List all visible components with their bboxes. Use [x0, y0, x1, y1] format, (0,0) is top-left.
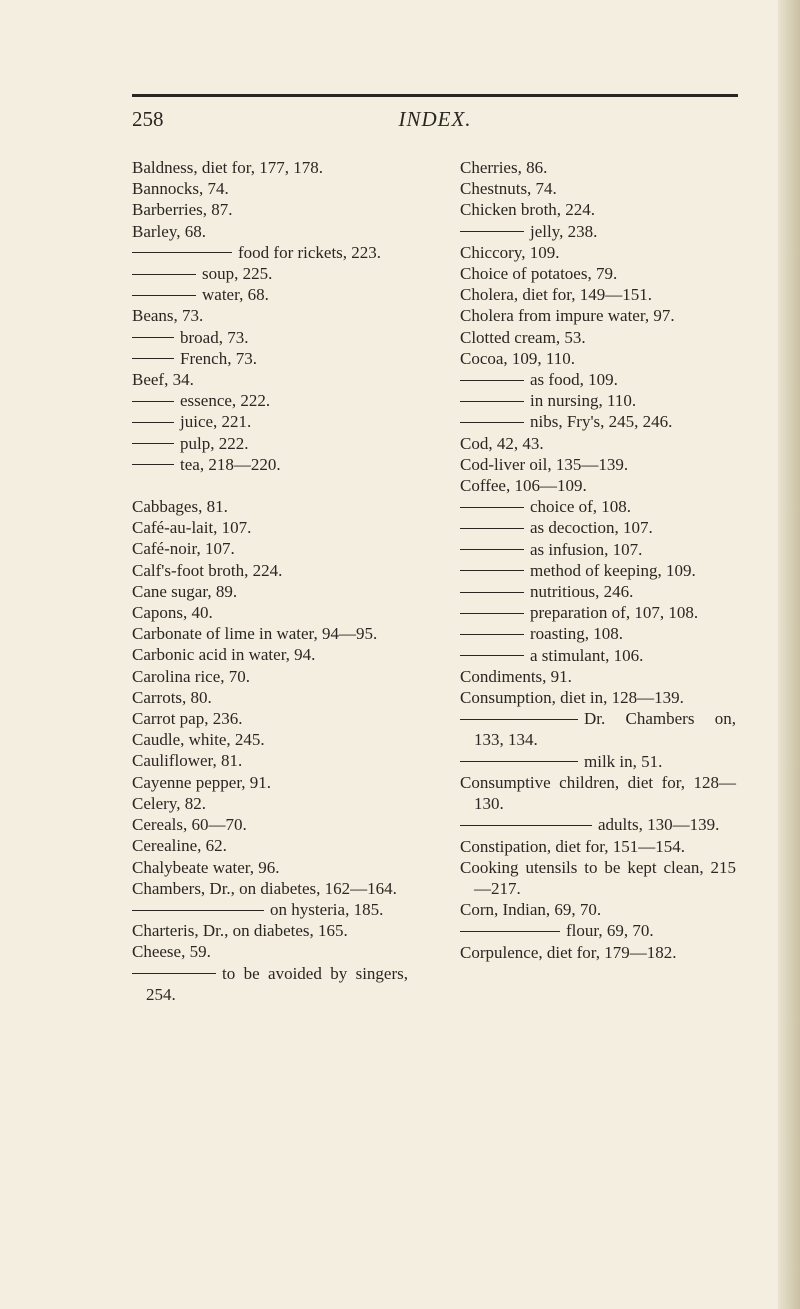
entry-text: Barberries, 87.: [132, 200, 233, 220]
index-subentry: [132, 327, 408, 348]
index-entry: [132, 941, 408, 962]
ditto-dash: [132, 443, 174, 444]
entry-text: nutritious, 246.: [530, 582, 634, 602]
entry-text: Calf's-foot broth, 224.: [132, 560, 283, 580]
entry-text: food for rickets, 223.: [238, 242, 382, 262]
index-entry: [132, 857, 408, 878]
index-subentry: [132, 390, 408, 411]
index-entry: [132, 835, 408, 856]
index-subentry: [460, 221, 736, 242]
entry-text: Chestnuts, 74.: [460, 179, 557, 199]
index-entry: [132, 560, 408, 581]
entry-text: preparation of, 107, 108.: [530, 603, 699, 623]
ditto-dash: [460, 592, 524, 593]
section-gap: [132, 475, 408, 496]
index-column-right: [460, 157, 736, 963]
index-subentry: [132, 433, 408, 454]
header-rule: [132, 94, 738, 97]
index-entry: [460, 327, 736, 348]
entry-text: nibs, Fry's, 245, 246.: [530, 412, 673, 432]
entry-text: Capons, 40.: [132, 603, 213, 623]
index-entry: [460, 857, 736, 899]
entry-text: juice, 221.: [180, 412, 252, 432]
entry-text: broad, 73.: [180, 327, 249, 347]
index-entry: [460, 242, 736, 263]
index-entry: [132, 708, 408, 729]
entry-text: Charteris, Dr., on diabetes, 165.: [132, 921, 348, 941]
index-subentry: [460, 539, 736, 560]
entry-text: Dr. Chambers on, 133, 134.: [474, 709, 736, 750]
index-entry: [460, 475, 736, 496]
ditto-dash: [132, 295, 196, 296]
entry-text: Clotted cream, 53.: [460, 327, 586, 347]
entry-text: Chambers, Dr., on diabetes, 162—164.: [132, 878, 397, 898]
index-subentry: [460, 581, 736, 602]
entry-text: Cooking utensils to be kept clean, 215—217.: [460, 857, 736, 898]
index-entry: [132, 623, 408, 644]
ditto-dash: [460, 507, 524, 508]
entry-text: tea, 218—220.: [180, 454, 281, 474]
page-number: 258: [132, 107, 164, 131]
ditto-dash: [460, 761, 578, 762]
index-entry: [132, 199, 408, 220]
index-entry: [460, 284, 736, 305]
index-subentry: [460, 496, 736, 517]
ditto-dash: [460, 422, 524, 423]
entry-text: Beef, 34.: [132, 370, 194, 390]
ditto-dash: [460, 634, 524, 635]
index-subentry: [460, 708, 736, 750]
entry-text: Cereals, 60—70.: [132, 815, 247, 835]
index-subentry: [460, 411, 736, 432]
entry-text: Cheese, 59.: [132, 942, 211, 962]
index-entry: [132, 305, 408, 326]
entry-text: Cod, 42, 43.: [460, 433, 544, 453]
index-subentry: [132, 348, 408, 369]
entry-text: adults, 130—139.: [598, 815, 720, 835]
ditto-dash: [132, 464, 174, 465]
ditto-dash: [132, 358, 174, 359]
index-subentry: [132, 242, 408, 263]
ditto-dash: [460, 231, 524, 232]
index-subentry: [460, 390, 736, 411]
index-entry: [132, 666, 408, 687]
index-entry: [132, 729, 408, 750]
ditto-dash: [460, 825, 592, 826]
ditto-dash: [132, 252, 232, 253]
entry-text: Consumption, diet in, 128—139.: [460, 688, 684, 708]
index-subentry: [460, 751, 736, 772]
index-entry: [460, 433, 736, 454]
ditto-dash: [460, 613, 524, 614]
entry-text: as food, 109.: [530, 370, 618, 390]
page-edge: [778, 0, 800, 1309]
entry-text: method of keeping, 109.: [530, 560, 696, 580]
entry-text: choice of, 108.: [530, 497, 632, 517]
ditto-dash: [460, 549, 524, 550]
index-entry: [132, 793, 408, 814]
index-entry: [132, 517, 408, 538]
entry-text: Cholera from impure water, 97.: [460, 306, 675, 326]
index-subentry: [132, 411, 408, 432]
entry-text: Choice of potatoes, 79.: [460, 264, 618, 284]
entry-text: as decoction, 107.: [530, 518, 653, 538]
ditto-dash: [460, 719, 578, 720]
ditto-dash: [460, 528, 524, 529]
ditto-dash: [460, 570, 524, 571]
entry-text: Chicken broth, 224.: [460, 200, 596, 220]
index-subentry: [132, 963, 408, 1005]
ditto-dash: [460, 931, 560, 932]
entry-text: French, 73.: [180, 348, 257, 368]
index-subentry: [460, 623, 736, 644]
entry-text: in nursing, 110.: [530, 391, 637, 411]
index-entry: [132, 369, 408, 390]
index-entry: [132, 221, 408, 242]
index-entry: [460, 348, 736, 369]
index-subentry: [460, 517, 736, 538]
index-subentry: [132, 454, 408, 475]
index-subentry: [460, 560, 736, 581]
entry-text: Café-au-lait, 107.: [132, 518, 252, 538]
entry-text: Carolina rice, 70.: [132, 666, 251, 686]
index-entry: [460, 772, 736, 814]
entry-text: Cerealine, 62.: [132, 836, 227, 856]
index-entry: [460, 687, 736, 708]
index-entry: [460, 942, 736, 963]
index-entry: [460, 157, 736, 178]
entry-text: jelly, 238.: [530, 221, 598, 241]
ditto-dash: [460, 401, 524, 402]
index-subentry: [460, 369, 736, 390]
index-entry: [460, 454, 736, 475]
entry-text: Cocoa, 109, 110.: [460, 348, 576, 368]
entry-text: Cabbages, 81.: [132, 497, 228, 517]
entry-text: Cherries, 86.: [460, 158, 548, 177]
entry-text: Cayenne pepper, 91.: [132, 772, 272, 792]
index-entry: [132, 772, 408, 793]
index-entry: [460, 199, 736, 220]
entry-text: pulp, 222.: [180, 433, 249, 453]
entry-text: Carbonate of lime in water, 94—95.: [132, 624, 378, 644]
entry-text: flour, 69, 70.: [566, 921, 654, 941]
index-subentry: [132, 263, 408, 284]
index-subentry: [460, 920, 736, 941]
entry-text: Carrot pap, 236.: [132, 709, 243, 729]
entry-text: on hysteria, 185.: [270, 899, 384, 919]
entry-text: Consumptive children, diet for, 128—130.: [460, 772, 736, 814]
entry-text: to be avoided by singers, 254.: [146, 963, 408, 1004]
index-entry: [132, 878, 408, 899]
entry-text: Cauliflower, 81.: [132, 751, 243, 771]
entry-text: Corn, Indian, 69, 70.: [460, 900, 602, 920]
entry-text: Corpulence, diet for, 179—182.: [460, 942, 677, 962]
index-subentry: [132, 284, 408, 305]
entry-text: a stimulant, 106.: [530, 645, 644, 665]
ditto-dash: [132, 337, 174, 338]
index-entry: [132, 538, 408, 559]
index-subentry: [132, 899, 408, 920]
entry-text: roasting, 108.: [530, 624, 624, 644]
entry-text: Carrots, 80.: [132, 687, 212, 707]
index-entry: [460, 666, 736, 687]
entry-text: Café-noir, 107.: [132, 539, 235, 559]
index-entry: [132, 920, 408, 941]
index-entry: [132, 581, 408, 602]
ditto-dash: [132, 401, 174, 402]
index-entry: [132, 157, 408, 178]
entry-text: Celery, 82.: [132, 793, 206, 813]
ditto-dash: [132, 422, 174, 423]
index-entry: [132, 602, 408, 623]
index-subentry: [460, 645, 736, 666]
ditto-dash: [460, 380, 524, 381]
entry-text: Baldness, diet for, 177, 178.: [132, 158, 324, 177]
index-entry: [132, 687, 408, 708]
running-title: INDEX.: [398, 107, 472, 131]
index-subentry: [460, 602, 736, 623]
index-entry: [132, 814, 408, 835]
ditto-dash: [132, 274, 196, 275]
entry-text: Constipation, diet for, 151—154.: [460, 836, 686, 856]
index-entry: [132, 750, 408, 771]
entry-text: Cod-liver oil, 135—139.: [460, 454, 629, 474]
index-column-left: [132, 157, 408, 1005]
entry-text: Chalybeate water, 96.: [132, 857, 280, 877]
index-entry: [460, 899, 736, 920]
page-header: [132, 107, 738, 141]
entry-text: Caudle, white, 245.: [132, 730, 265, 750]
entry-text: Coffee, 106—109.: [460, 476, 587, 496]
entry-text: Chiccory, 109.: [460, 242, 560, 262]
index-entry: [460, 263, 736, 284]
index-entry: [132, 644, 408, 665]
ditto-dash: [132, 910, 264, 911]
entry-text: Beans, 73.: [132, 306, 204, 326]
entry-text: soup, 225.: [202, 264, 273, 284]
entry-text: Condiments, 91.: [460, 666, 572, 686]
index-entry: [460, 305, 736, 326]
entry-text: Bannocks, 74.: [132, 179, 229, 199]
entry-text: water, 68.: [202, 285, 269, 305]
entry-text: Cane sugar, 89.: [132, 581, 238, 601]
index-entry: [132, 178, 408, 199]
entry-text: Cholera, diet for, 149—151.: [460, 285, 652, 305]
entry-text: essence, 222.: [180, 391, 271, 411]
entry-text: as infusion, 107.: [530, 539, 643, 559]
entry-text: Barley, 68.: [132, 221, 206, 241]
entry-text: Carbonic acid in water, 94.: [132, 645, 316, 665]
index-entry: [132, 496, 408, 517]
ditto-dash: [460, 655, 524, 656]
ditto-dash: [132, 973, 216, 974]
index-subentry: [460, 814, 736, 835]
index-entry: [460, 178, 736, 199]
index-entry: [460, 836, 736, 857]
entry-text: milk in, 51.: [584, 751, 663, 771]
